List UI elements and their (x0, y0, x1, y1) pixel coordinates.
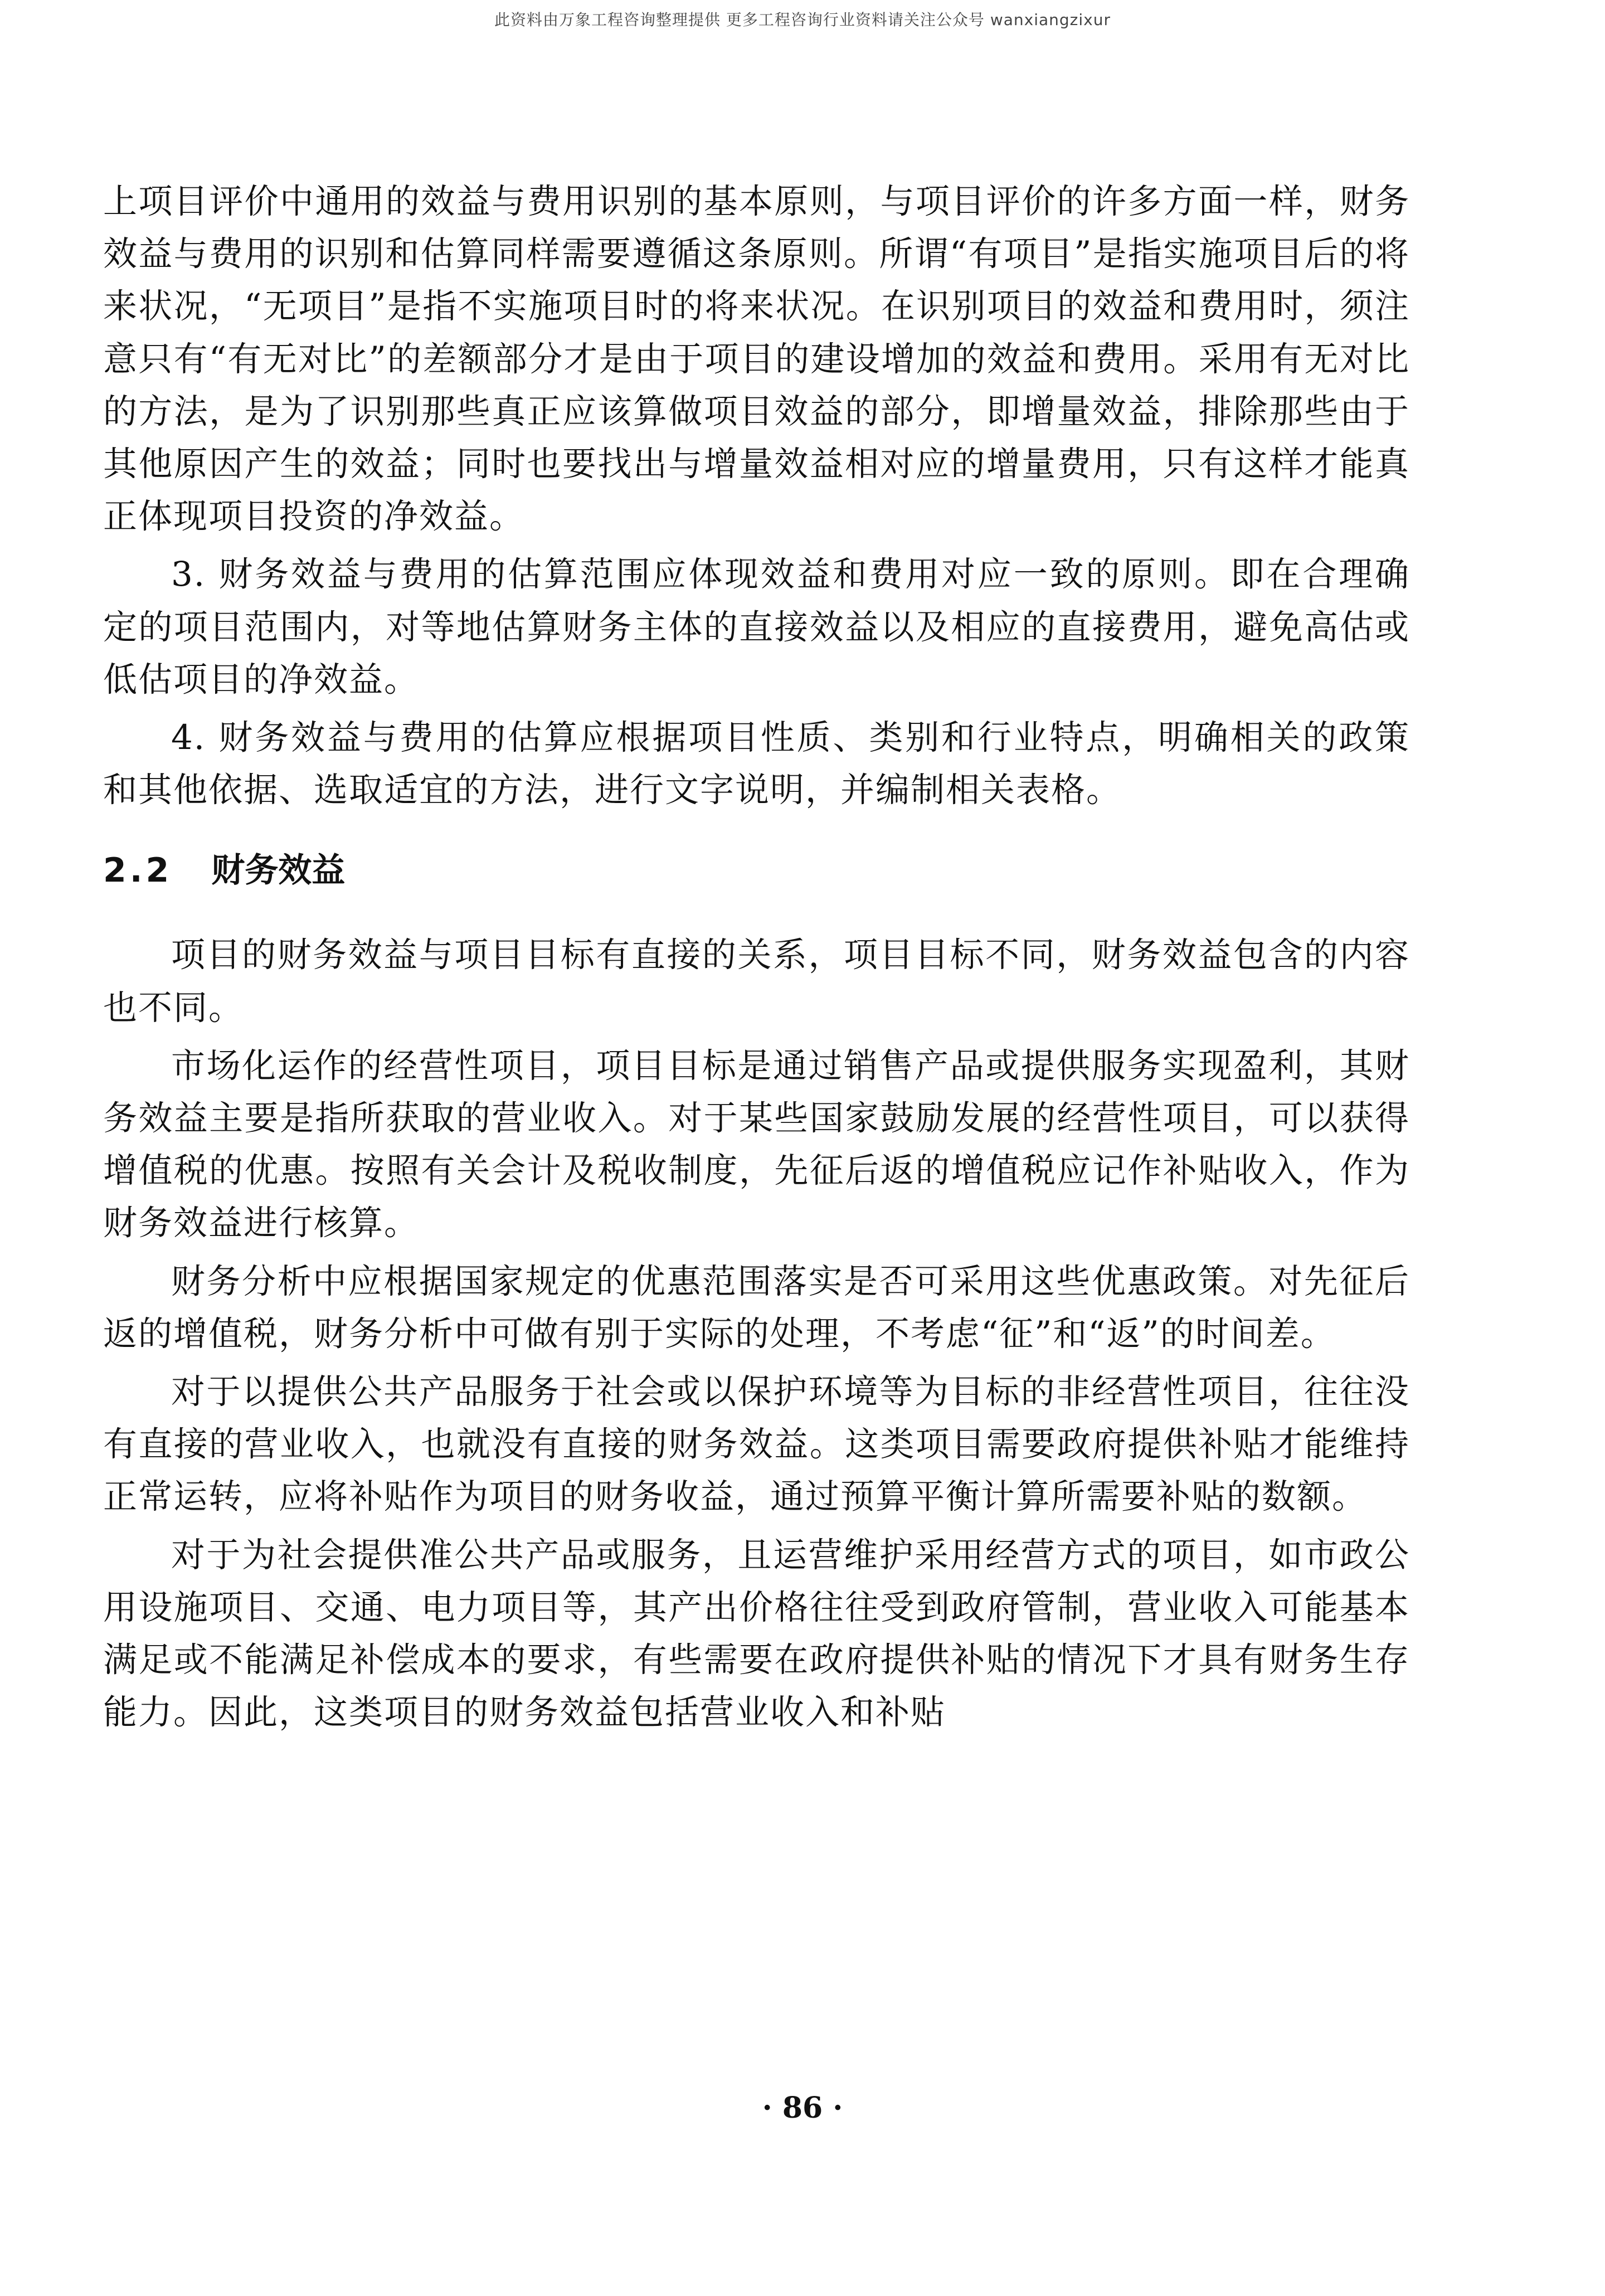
header-watermark: 此资料由万象工程咨询整理提供 更多工程咨询行业资料请关注公众号 wanxiangzixur (494, 11, 1111, 29)
paragraph-preferential-policy: 财务分析中应根据国家规定的优惠范围落实是否可采用这些优惠政策。对先征后返的增值税，财务分析中可做有别于实际的处理，不考虑“征”和“返”的时间差。 (103, 1261, 1410, 1354)
paragraph-continuation: 上项目评价中通用的效益与费用识别的基本原则，与项目评价的许多方面一样，财务效益与费用的识别和估算同样需要遵循这条原则。所谓“有项目”是指实施项目后的将来状况，“无项目”是指不实施项目时的将来状况。在识别项目的效益和费用时，须注意只有“有无对比”的差额部分才是由于项目的建设增加的效益和费用。采用有无对比的方法，是为了识别那些真正应该算做项目效益的部分，即增量效益，排除那些由于其他原因产生的效益；同时也要找出与增量效益相对应的增量费用，只有这样才能真正体现项目投资的净效益。 (103, 182, 1410, 537)
paragraph-principle-3: 3. 财务效益与费用的估算范围应体现效益和费用对应一致的原则。即在合理确定的项目范围内，对等地估算财务主体的直接效益以及相应的直接费用，避免高估或低估项目的净效益。 (103, 554, 1411, 699)
paragraph-quasi-public-projects: 对于为社会提供准公共产品或服务，且运营维护采用经营方式的项目，如市政公用设施项目、交通、电力项目等，其产出价格往往受到政府管制，营业收入可能基本满足或不能满足补偿成本的要求，有些需要在政府提供补贴的情况下才具有财务生存能力。因此，这类项目的财务效益包括营业收入和补贴 (103, 1535, 1410, 1733)
paragraph-commercial-projects: 市场化运作的经营性项目，项目目标是通过销售产品或提供服务实现盈利，其财务效益主要是指所获取的营业收入。对于某些国家鼓励发展的经营性项目，可以获得增值税的优惠。按照有关会计及税收制度，先征后返的增值税应记作补贴收入，作为财务效益进行核算。 (103, 1045, 1410, 1243)
section-title: 财务效益 (211, 851, 346, 891)
page-body (103, 176, 1410, 1739)
section-heading (103, 844, 1410, 897)
paragraph-financial-benefit-intro: 项目的财务效益与项目目标有直接的关系，项目目标不同，财务效益包含的内容也不同。 (103, 935, 1410, 1028)
section-number: 2.2 (103, 851, 173, 891)
paragraph-non-commercial-projects: 对于以提供公共产品服务于社会或以保护环境等为目标的非经营性项目，往往没有直接的营业收入，也就没有直接的财务效益。这类项目需要政府提供补贴才能维持正常运转，应将补贴作为项目的财务收益，通过预算平衡计算所需要补贴的数额。 (103, 1372, 1410, 1517)
page-number: · 86 · (762, 2091, 843, 2125)
paragraph-principle-4: 4. 财务效益与费用的估算应根据项目性质、类别和行业特点，明确相关的政策和其他依据、选取适宜的方法，进行文字说明，并编制相关表格。 (103, 718, 1411, 810)
